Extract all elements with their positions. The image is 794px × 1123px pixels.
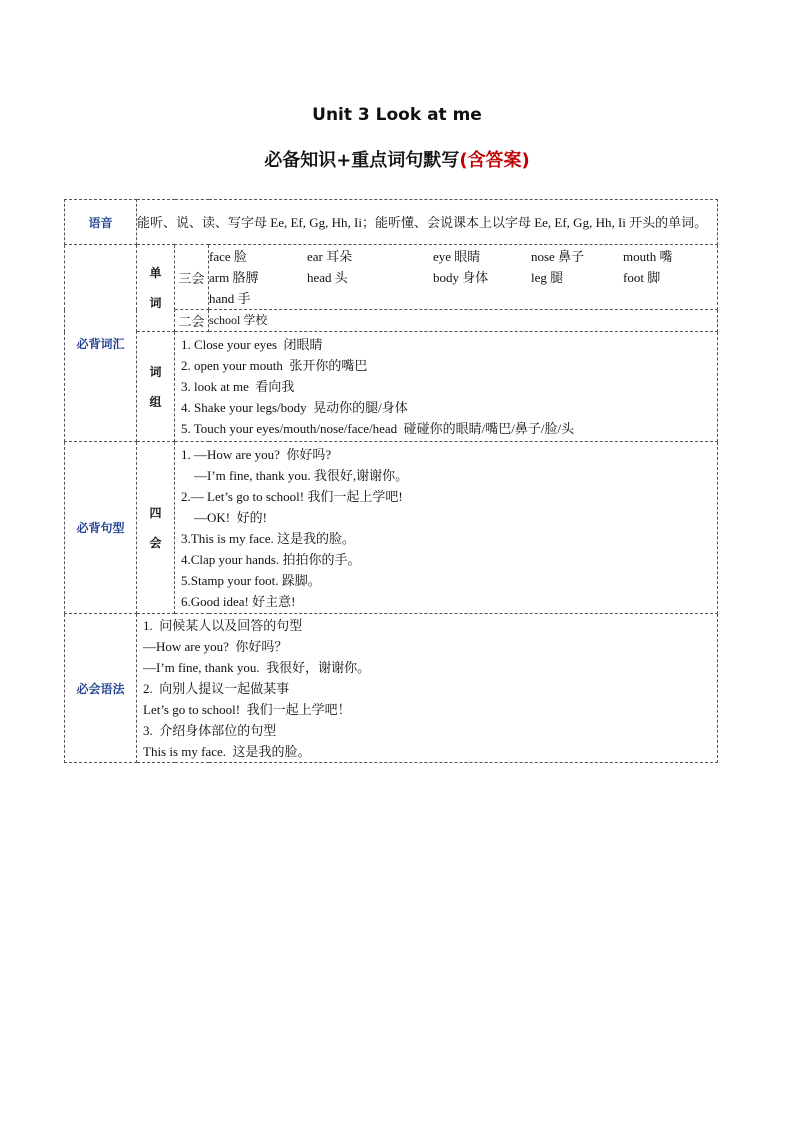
vocab-word [531,288,623,309]
level-three: 三会 [175,245,209,310]
vocab-word: mouth 嘴 [623,248,673,264]
word-row [209,267,717,288]
phrase-line: 3. look at me 看向我 [181,379,295,394]
vocab-word: leg 腿 [531,269,564,285]
category-sentences: 必背句型 [65,442,137,614]
vocab-word: foot 脚 [623,269,661,285]
sentence-line: —I’m fine, thank you. 我很好,谢谢你。 [181,467,409,483]
word-row [209,288,717,309]
grammar-list [137,615,717,762]
phrases-cell [175,332,718,442]
sentence-level [137,442,175,614]
sentence-line: 2.— Let’s go to school! 我们一起上学吧! [181,488,403,504]
vocab-word: body 身体 [433,269,489,285]
phrase-line: 5. Touch your eyes/mouth/nose/face/head 碰碰你的眼睛/嘴巴/鼻子/脸/头 [181,421,575,436]
pronunciation-text: 能听、说、读、写字母 Ee, Ef, Gg, Hh, Ii；能听懂、会说课本上以字母 Ee, Ef, Gg, Hh, Ii 开头的单词。 [137,200,718,245]
vocab-word: ear 耳朵 [307,248,353,264]
page-subtitle [0,146,794,172]
category-vocab: 必背词汇 [65,245,137,442]
grammar-line: Let’s go to school! 我们一起上学吧！ [143,701,351,717]
sentence-level-char-2: 会 [149,535,162,550]
vocab-word: face 脸 [209,248,247,264]
grammar-line: 3. 介绍身体部位的句型 [143,722,277,738]
row-sentences [65,442,718,614]
phrase-label [137,332,175,442]
category-grammar: 必会语法 [65,614,137,763]
grammar-line: This is my face. 这是我的脸。 [143,743,311,759]
row-phrases [65,332,718,442]
sentences-cell [175,442,718,614]
two-words: school 学校 [209,310,718,332]
grammar-cell [137,614,718,763]
phrase-line: 1. Close your eyes 闭眼睛 [181,337,323,352]
vocab-word [623,288,717,309]
subtitle-main: 必备知识+重点词句默写 [264,150,460,171]
phrase-line: 4. Shake your legs/body 晃动你的腿/身体 [181,400,408,415]
row-vocab-three [65,245,718,310]
sentence-line: —OK! 好的! [181,509,267,525]
row-grammar [65,614,718,763]
phrase-label-char-2: 组 [149,394,162,409]
vocab-word [433,288,531,309]
word-row [209,246,717,267]
sentence-line: 4.Clap your hands. 拍拍你的手。 [181,551,361,567]
vocab-word: head 头 [307,269,348,285]
grammar-line: 2. 向别人提议一起做某事 [143,680,290,696]
vocab-word: eye 眼睛 [433,248,481,264]
three-words-grid [209,246,717,309]
vocab-word: arm 胳膊 [209,269,259,285]
knowledge-table [64,199,718,763]
grammar-line: —How are you? 你好吗？ [143,638,288,654]
sentences-list [175,444,717,612]
subtitle-answer-note: (含答案) [459,150,530,171]
three-words-cell [209,245,718,310]
vocab-word: nose 鼻子 [531,248,585,264]
vocab-word: hand 手 [209,290,251,306]
level-two: 二会 [175,310,209,332]
word-label [137,245,175,332]
vocab-word [307,288,433,309]
sentence-level-char-1: 四 [149,505,162,520]
phrase-line: 2. open your mouth 张开你的嘴巴 [181,358,368,373]
phrase-label-char-1: 词 [149,364,162,379]
category-pronunciation: 语音 [65,200,137,245]
row-pronunciation [65,200,718,245]
sentence-line: 1. —How are you? 你好吗? [181,446,332,462]
sentence-line: 5.Stamp your foot. 跺脚。 [181,572,321,588]
phrases-list [175,334,717,439]
page-title: Unit 3 Look at me [312,105,482,125]
sentence-line: 6.Good idea! 好主意! [181,593,296,609]
sentence-line: 3.This is my face. 这是我的脸。 [181,530,356,546]
grammar-line: 1. 问候某人以及回答的句型 [143,617,303,633]
word-label-char-2: 词 [149,296,162,310]
word-label-char-1: 单 [149,266,162,280]
grammar-line: —I’m fine, thank you. 我很好，谢谢你。 [143,659,371,675]
